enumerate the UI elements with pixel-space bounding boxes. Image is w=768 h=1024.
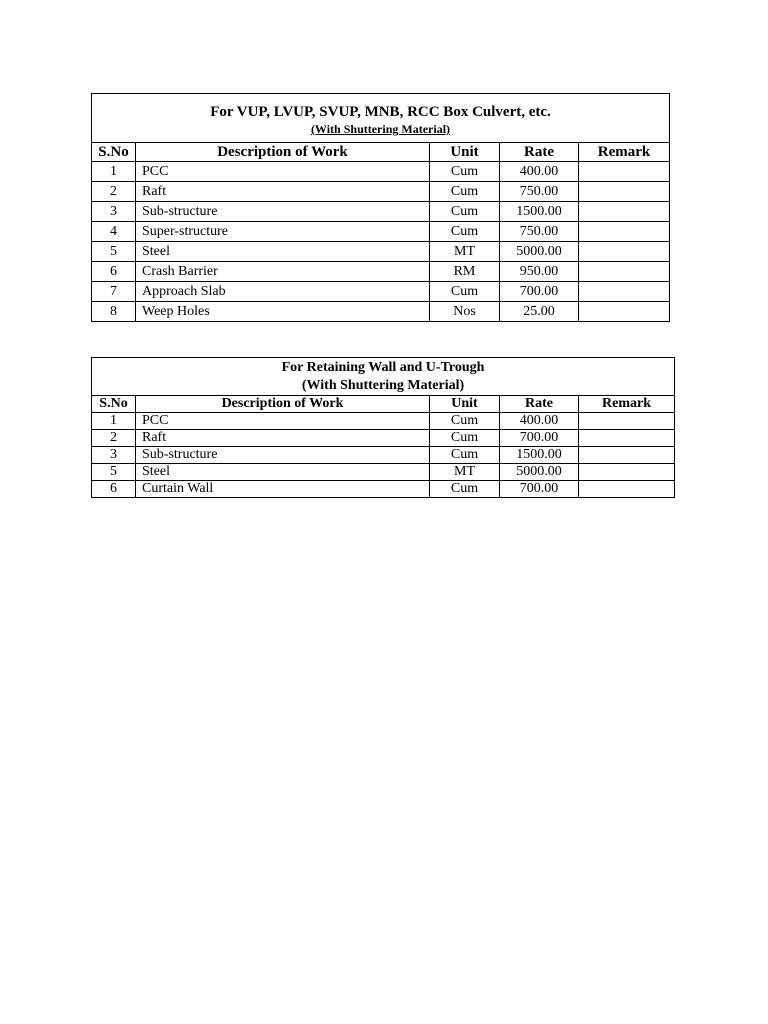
cell-description: Steel: [136, 464, 430, 481]
cell-unit: Nos: [430, 302, 500, 322]
cell-sno: 8: [92, 302, 136, 322]
cell-unit: Cum: [430, 413, 500, 430]
table-header-row: [92, 143, 670, 162]
table-title-cell: [92, 358, 675, 396]
cell-unit: MT: [430, 464, 500, 481]
table-row: [92, 302, 670, 322]
cell-rate: 750.00: [500, 182, 579, 202]
cell-unit: Cum: [430, 202, 500, 222]
cell-rate: 700.00: [500, 282, 579, 302]
cell-remark: [579, 182, 670, 202]
cell-remark: [579, 222, 670, 242]
header-description: Description of Work: [136, 143, 430, 162]
cell-description: Raft: [136, 182, 430, 202]
cell-unit: RM: [430, 262, 500, 282]
cell-sno: 2: [92, 430, 136, 447]
cell-sno: 3: [92, 202, 136, 222]
cell-description: Curtain Wall: [136, 481, 430, 498]
cell-remark: [579, 302, 670, 322]
cell-remark: [579, 430, 675, 447]
cell-description: Steel: [136, 242, 430, 262]
cell-description: Super-structure: [136, 222, 430, 242]
cell-rate: 1500.00: [500, 202, 579, 222]
table-subtitle: (With Shuttering Material): [301, 377, 465, 393]
table-row: [92, 242, 670, 262]
cell-rate: 950.00: [500, 262, 579, 282]
cell-rate: 5000.00: [500, 242, 579, 262]
cell-description: Sub-structure: [136, 202, 430, 222]
cell-rate: 1500.00: [500, 447, 579, 464]
cell-sno: 4: [92, 222, 136, 242]
cell-rate: 700.00: [500, 430, 579, 447]
header-unit: Unit: [430, 143, 500, 162]
header-rate: Rate: [500, 396, 579, 413]
cell-unit: Cum: [430, 162, 500, 182]
header-unit: Unit: [430, 396, 500, 413]
header-description: Description of Work: [136, 396, 430, 413]
table-row: [92, 430, 675, 447]
cell-sno: 1: [92, 413, 136, 430]
rate-table-retaining-wall: [91, 357, 675, 498]
cell-sno: 2: [92, 182, 136, 202]
cell-sno: 6: [92, 481, 136, 498]
cell-rate: 5000.00: [500, 464, 579, 481]
cell-remark: [579, 282, 670, 302]
cell-sno: 1: [92, 162, 136, 182]
table-title-row: [92, 94, 670, 143]
table-row: [92, 222, 670, 242]
cell-unit: Cum: [430, 182, 500, 202]
cell-unit: Cum: [430, 430, 500, 447]
table-row: [92, 182, 670, 202]
header-remark: Remark: [579, 396, 675, 413]
cell-sno: 5: [92, 464, 136, 481]
cell-description: PCC: [136, 413, 430, 430]
table-row: [92, 413, 675, 430]
table-title-cell: [92, 94, 670, 143]
table-title-row: [92, 358, 675, 396]
header-sno: S.No: [92, 143, 136, 162]
cell-remark: [579, 242, 670, 262]
cell-sno: 5: [92, 242, 136, 262]
cell-description: Raft: [136, 430, 430, 447]
cell-description: PCC: [136, 162, 430, 182]
cell-sno: 7: [92, 282, 136, 302]
cell-remark: [579, 413, 675, 430]
table-row: [92, 447, 675, 464]
table-row: [92, 464, 675, 481]
cell-description: Approach Slab: [136, 282, 430, 302]
header-rate: Rate: [500, 143, 579, 162]
cell-description: Weep Holes: [136, 302, 430, 322]
cell-rate: 25.00: [500, 302, 579, 322]
cell-rate: 750.00: [500, 222, 579, 242]
cell-description: Crash Barrier: [136, 262, 430, 282]
cell-remark: [579, 202, 670, 222]
table-title: For Retaining Wall and U-Trough: [281, 359, 485, 375]
cell-remark: [579, 447, 675, 464]
header-sno: S.No: [92, 396, 136, 413]
cell-remark: [579, 162, 670, 182]
table-row: [92, 282, 670, 302]
cell-remark: [579, 481, 675, 498]
table-row: [92, 202, 670, 222]
cell-rate: 700.00: [500, 481, 579, 498]
cell-description: Sub-structure: [136, 447, 430, 464]
cell-remark: [579, 464, 675, 481]
table-header-row: [92, 396, 675, 413]
cell-unit: Cum: [430, 222, 500, 242]
cell-unit: Cum: [430, 481, 500, 498]
cell-rate: 400.00: [500, 162, 579, 182]
cell-remark: [579, 262, 670, 282]
cell-rate: 400.00: [500, 413, 579, 430]
cell-sno: 6: [92, 262, 136, 282]
cell-unit: Cum: [430, 282, 500, 302]
table-row: [92, 481, 675, 498]
table-row: [92, 262, 670, 282]
table-row: [92, 162, 670, 182]
table-title: For VUP, LVUP, SVUP, MNB, RCC Box Culvert, etc.: [210, 104, 551, 120]
header-remark: Remark: [579, 143, 670, 162]
table-subtitle: (With Shuttering Material): [310, 122, 451, 136]
cell-unit: MT: [430, 242, 500, 262]
cell-sno: 3: [92, 447, 136, 464]
cell-unit: Cum: [430, 447, 500, 464]
rate-table-vup: [91, 93, 670, 322]
